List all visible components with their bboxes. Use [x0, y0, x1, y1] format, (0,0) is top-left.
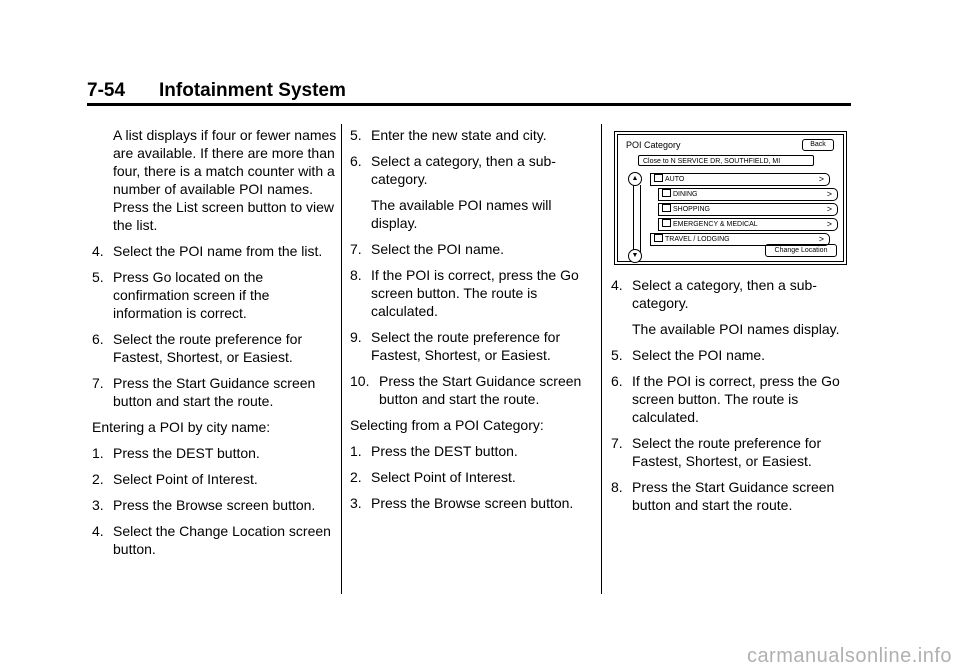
- back-button[interactable]: Back: [802, 139, 834, 151]
- list-item: [92, 444, 337, 462]
- chevron-right-icon: >: [826, 189, 832, 199]
- step-text: Press the Browse screen button.: [113, 497, 316, 513]
- step-number: 7.: [350, 241, 362, 257]
- bed-icon: [654, 234, 663, 242]
- list-item: [350, 468, 595, 486]
- category-label: EMERGENCY & MEDICAL: [673, 221, 758, 228]
- step-text: Select the route preference for Fastest, Shortest, or Easiest.: [113, 331, 303, 365]
- step-number: 1.: [350, 443, 362, 459]
- step-text: Press the Start Guidance screen button and start the route.: [379, 373, 582, 407]
- step-text: Select a category, then a sub-category.: [371, 153, 556, 187]
- list-item: [350, 266, 595, 320]
- shopping-bag-icon: [662, 204, 671, 212]
- step-number: 5.: [611, 347, 623, 363]
- step-text: Enter the new state and city.: [371, 127, 547, 143]
- column-2: [350, 126, 595, 520]
- step-number: 2.: [92, 471, 104, 487]
- hospital-icon: [662, 219, 671, 227]
- column-divider: [601, 124, 602, 594]
- step-text: If the POI is correct, press the Go screen button. The route is calculated.: [371, 267, 579, 319]
- step-number: 5.: [350, 127, 362, 143]
- category-row-dining[interactable]: [658, 188, 838, 201]
- section-title: Infotainment System: [159, 80, 346, 101]
- step-text: Select the route preference for Fastest, Shortest, or Easiest.: [371, 329, 561, 363]
- header-rule: [87, 103, 851, 106]
- column-divider: [341, 124, 342, 594]
- category-label: AUTO: [665, 176, 685, 183]
- screen-frame: [617, 134, 844, 262]
- list-item: [92, 330, 337, 366]
- step-text: Press the Start Guidance screen button and start the route.: [113, 375, 316, 409]
- category-row-auto[interactable]: [650, 173, 830, 186]
- car-icon: [654, 174, 663, 182]
- step-text: Press the Start Guidance screen button and start the route.: [632, 479, 835, 513]
- step-text: Select a category, then a sub-category.: [632, 277, 817, 311]
- step-number: 6.: [350, 153, 362, 169]
- list-item: [350, 328, 595, 364]
- step-number: 5.: [92, 269, 104, 285]
- step-number: 6.: [611, 373, 623, 389]
- list-item: [92, 374, 337, 410]
- chevron-right-icon: >: [826, 219, 832, 229]
- chevron-right-icon: >: [818, 174, 824, 184]
- step-number: 4.: [611, 277, 623, 293]
- intro-paragraph: A list displays if four or fewer names are available. If there are more than four, there is a match counter with a number of available POI names. Press the List screen button to view the list.: [113, 127, 337, 233]
- category-label: DINING: [673, 191, 698, 198]
- fork-knife-icon: [662, 189, 671, 197]
- step-number: 10.: [350, 373, 370, 389]
- scrollbar[interactable]: [633, 185, 641, 259]
- list-item: [611, 434, 856, 470]
- column-1: [92, 126, 337, 566]
- step-number: 4.: [92, 523, 104, 539]
- step-text: Press Go located on the confirmation screen if the information is correct.: [113, 269, 270, 321]
- step-number: 3.: [350, 495, 362, 511]
- category-row-emergency-medical[interactable]: [658, 218, 838, 231]
- list-item: [92, 268, 337, 322]
- change-location-button[interactable]: Change Location: [765, 244, 837, 257]
- category-row-shopping[interactable]: [658, 203, 838, 216]
- step-text: Press the Browse screen button.: [371, 495, 574, 511]
- page-number: 7-54: [87, 80, 126, 101]
- list-item: [611, 478, 856, 514]
- list-item: [350, 152, 595, 188]
- step-text: Select Point of Interest.: [371, 469, 516, 485]
- step-number: 3.: [92, 497, 104, 513]
- step-text: Select the POI name from the list.: [113, 243, 323, 259]
- close-to-address-field: Close to N SERVICE DR, SOUTHFIELD, MI: [638, 155, 814, 166]
- step-text: Select Point of Interest.: [113, 471, 258, 487]
- page-header: [87, 80, 346, 102]
- list-item: [92, 496, 337, 514]
- subheading: Selecting from a POI Category:: [350, 417, 544, 433]
- chevron-right-icon: >: [826, 204, 832, 214]
- scroll-up-icon[interactable]: ▲: [628, 172, 642, 186]
- step-text: Press the DEST button.: [371, 443, 518, 459]
- list-item: [350, 240, 595, 258]
- screen-title: POI Category: [626, 140, 681, 150]
- list-item: [611, 372, 856, 426]
- step-number: 2.: [350, 469, 362, 485]
- step-text: Select the Change Location screen button.: [113, 523, 331, 557]
- poi-category-screen-figure: [614, 131, 847, 265]
- step-text: Press the DEST button.: [113, 445, 260, 461]
- list-item: [350, 126, 595, 144]
- step-number: 9.: [350, 329, 362, 345]
- step-number: 7.: [92, 375, 104, 391]
- watermark: carmanualsonline.info: [746, 645, 952, 667]
- list-item: [611, 276, 856, 312]
- note-paragraph: The available POI names display.: [632, 321, 840, 337]
- list-item: [350, 442, 595, 460]
- list-item: [350, 372, 595, 408]
- step-number: 4.: [92, 243, 104, 259]
- step-text: Select the POI name.: [371, 241, 505, 257]
- category-label: TRAVEL / LODGING: [665, 236, 730, 243]
- step-number: 6.: [92, 331, 104, 347]
- list-item: [611, 346, 856, 364]
- column-3: [611, 276, 856, 522]
- chevron-right-icon: >: [818, 234, 824, 244]
- step-number: 1.: [92, 445, 104, 461]
- list-item: [92, 470, 337, 488]
- subheading: Entering a POI by city name:: [92, 419, 271, 435]
- note-paragraph: The available POI names will display.: [371, 197, 552, 231]
- step-text: Select the route preference for Fastest, Shortest, or Easiest.: [632, 435, 822, 469]
- step-text: If the POI is correct, press the Go screen button. The route is calculated.: [632, 373, 840, 425]
- category-label: SHOPPING: [673, 206, 710, 213]
- step-text: Select the POI name.: [632, 347, 766, 363]
- step-number: 8.: [611, 479, 623, 495]
- list-item: [350, 494, 595, 512]
- step-number: 7.: [611, 435, 623, 451]
- scroll-down-icon[interactable]: ▼: [628, 249, 642, 263]
- list-item: [92, 242, 337, 260]
- list-item: [92, 522, 337, 558]
- step-number: 8.: [350, 267, 362, 283]
